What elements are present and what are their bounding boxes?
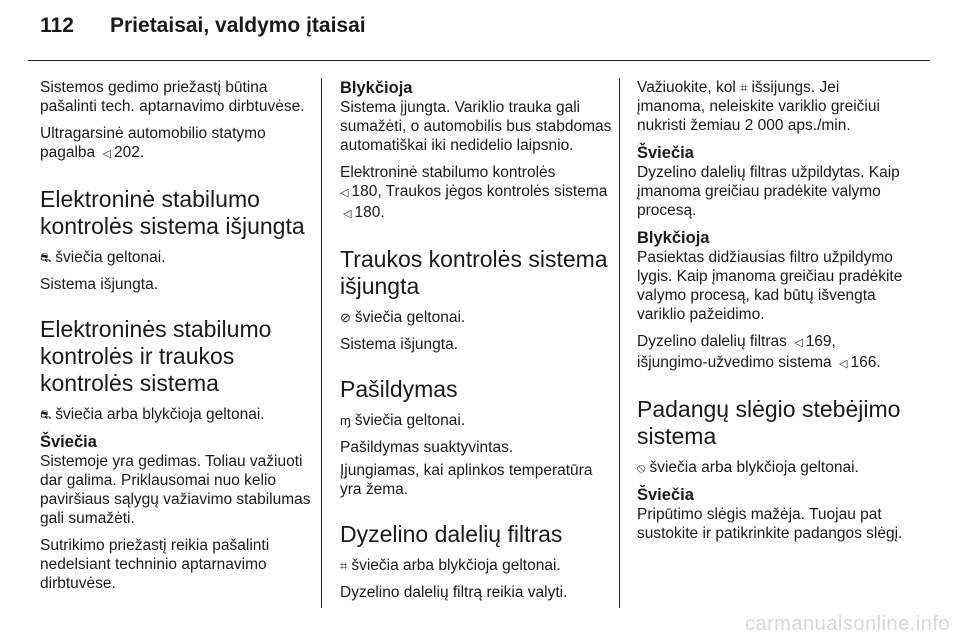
tire-pressure-icon: ⦸: [637, 460, 646, 475]
paragraph: Pripūtimo slėgis mažėja. Tuojau pat sustokite ir patikrinkite padangos slėgį.: [637, 506, 903, 542]
indicator-line: ⌗ šviečia arba blykčioja geltonai.: [340, 557, 561, 574]
subheading-lights: Šviečia: [40, 433, 97, 451]
column-1: [40, 78, 312, 601]
paragraph-with-ref: Elektroninė stabilumo kontrolės ◁ 180, Traukos jėgos kontrolės sistema ◁ 180.: [340, 163, 612, 224]
heading-esp-tc: Elektroninės stabilumo kontrolės ir traukos kontrolės sistema: [40, 316, 272, 396]
paragraph: Dyzelino dalelių filtras užpildytas. Kaip įmanoma greičiau pradėkite valymo procesą.: [637, 164, 900, 219]
paragraph: Sutrikimo priežastį reikia pašalinti nedelsiant techninio aptarnavimo dirbtuvėse.: [40, 537, 270, 592]
subheading-lights: Šviečia: [637, 144, 694, 162]
paragraph-with-ref: Ultragarsinė automobilio statymo pagalba ◁ 202.: [40, 124, 312, 164]
indicator-line: ⛐ šviečia arba blykčioja geltonai.: [40, 406, 265, 423]
preheating-coil-icon: ɱ: [340, 413, 351, 428]
heading-dpf: Dyzelino dalelių filtras: [340, 521, 563, 547]
diesel-particle-filter-icon: ⌗: [740, 80, 748, 95]
paragraph: Įjungiamas, kai aplinkos temperatūra yra žema.: [340, 462, 593, 498]
watermark: carmanualsonline.info: [744, 613, 950, 635]
esp-icon: ⛐: [40, 407, 52, 422]
traction-control-off-icon: ⊘: [340, 310, 351, 325]
reference-arrow-icon: ◁: [794, 337, 803, 349]
paragraph: Sistema įjungta. Variklio trauka gali sumažėti, o automobilis bus stabdomas automatiškai iki nedidelio laipsnio.: [340, 99, 612, 154]
heading-tc-off: Traukos kontrolės sistema išjungta: [340, 246, 608, 299]
subheading-blink: Blykčioja: [340, 79, 413, 97]
reference-arrow-icon: ◁: [343, 208, 352, 220]
column-3: [637, 78, 907, 551]
indicator-line: ⦸ šviečia arba blykčioja geltonai.: [637, 459, 859, 476]
heading-preheat: Pašildymas: [340, 376, 458, 402]
column-2: [340, 78, 612, 610]
heading-esp-off: Elektroninė stabilumo kontrolės sistema išjungta: [40, 186, 305, 239]
column-divider-2: [619, 78, 620, 608]
esp-off-icon: ⛐: [40, 250, 52, 265]
reference-arrow-icon: ◁: [839, 358, 848, 370]
paragraph: Sistemos gedimo priežastį būtina pašalinti tech. aptarnavimo dirbtuvėse.: [40, 79, 305, 115]
page-title: Prietaisai, valdymo įtaisai: [110, 14, 366, 37]
paragraph-with-ref: Dyzelino dalelių filtras ◁ 169, išjungimo-užvedimo sistema ◁ 166.: [637, 332, 907, 374]
page-header: [40, 14, 366, 44]
subheading-blink: Blykčioja: [637, 229, 710, 247]
heading-tpms: Padangų slėgio stebėjimo sistema: [637, 396, 901, 449]
paragraph: Pasiektas didžiausias filtro užpildymo lygis. Kaip įmanoma greičiau pradėkite valymo procesą, kad būtų išvengta variklio pažeidimo.: [637, 249, 903, 323]
indicator-line: ɱ šviečia geltonai.: [340, 412, 466, 429]
reference-arrow-icon: ◁: [340, 187, 349, 199]
paragraph: Sistemoje yra gedimas. Toliau važiuoti dar galima. Priklausomai nuo kelio paviršiaus sąlygų važiavimo stabilumas gali sumažėti.: [40, 453, 311, 527]
paragraph: Pašildymas suaktyvintas.: [340, 439, 514, 456]
page-number: 112: [40, 14, 74, 37]
subheading-lights: Šviečia: [637, 486, 694, 504]
header-rule: [28, 60, 930, 61]
indicator-line: ⊘ šviečia geltonai.: [340, 309, 466, 326]
paragraph: Sistema išjungta.: [340, 336, 459, 353]
reference-arrow-icon: ◁: [102, 148, 111, 160]
paragraph: Sistema išjungta.: [40, 276, 159, 293]
indicator-line: ⛐ šviečia geltonai.: [40, 249, 166, 266]
diesel-particle-filter-icon: ⌗: [340, 558, 348, 573]
column-divider-1: [321, 78, 322, 608]
paragraph: Dyzelino dalelių filtrą reikia valyti.: [340, 584, 568, 601]
paragraph-with-icon: Važiuokite, kol ⌗ išsijungs. Jei įmanoma, neleiskite variklio greičiui nukristi žemiau 2 000 aps./min.: [637, 79, 880, 134]
